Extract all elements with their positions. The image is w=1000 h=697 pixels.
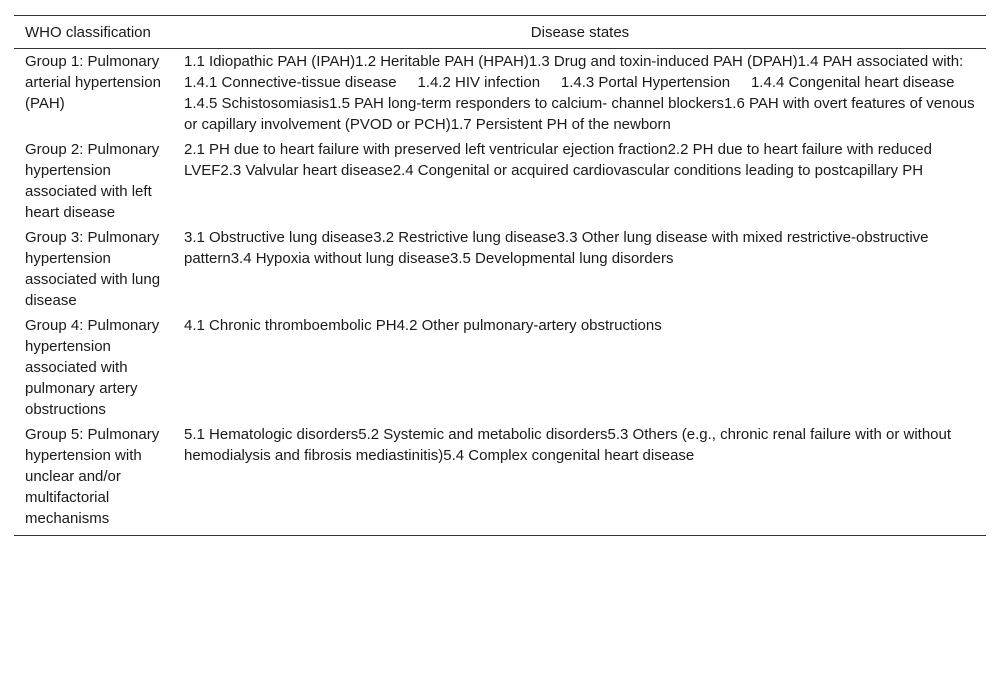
table-row (14, 313, 986, 422)
header-who-classification: WHO classification (14, 16, 174, 49)
group-cell: Group 3: Pulmonary hypertension associated with lung disease (25, 229, 161, 309)
group-cell: Group 5: Pulmonary hypertension with unclear and/or multifactorial mechanisms (14, 422, 174, 536)
who-classification-table (14, 15, 986, 536)
disease-states-cell: 4.1 Chronic thromboembolic PH4.2 Other pulmonary-artery obstructions (184, 317, 662, 334)
disease-states-cell: 3.1 Obstructive lung disease3.2 Restrictive lung disease3.3 Other lung disease with mixed restrictive-obstructive pattern3.4 Hypoxia without lung disease3.5 Developmental lung disorders (184, 229, 929, 267)
table-header-row (14, 16, 986, 49)
group-cell: Group 2: Pulmonary hypertension associated with left heart disease (25, 141, 160, 221)
who-classification-table-container (14, 15, 986, 536)
group-cell: Group 1: Pulmonary arterial hypertension (PAH) (25, 53, 161, 112)
disease-states-cell: 2.1 PH due to heart failure with preserved left ventricular ejection fraction2.2 PH due to heart failure with reduced LVEF2.3 Valvular heart disease2.4 Congenital or acquired cardiovascular conditions leading to postcapillary PH (184, 141, 932, 179)
table-row (14, 49, 986, 138)
table-row (14, 137, 986, 225)
group-cell: Group 4: Pulmonary hypertension associated with pulmonary artery obstructions (25, 317, 160, 418)
header-disease-states: Disease states (174, 16, 986, 49)
table-row (14, 422, 986, 536)
disease-states-cell: 1.1 Idiopathic PAH (IPAH)1.2 Heritable PAH (HPAH)1.3 Drug and toxin-induced PAH (DPAH)1.4 PAH associated with: 1.4.1 Connective-tissue disease 1.4.2 HIV infection 1.4.3 Portal Hypertension 1.4.4 Congenital heart disease 1.4.5 Schistosomiasis1.5 PAH long-term responders to calcium- channel blockers1.6 PAH with overt features of venous or capillary involvement (PVOD or PCH)1.7 Persistent PH of the newborn (184, 53, 985, 133)
disease-states-cell: 5.1 Hematologic disorders5.2 Systemic and metabolic disorders5.3 Others (e.g., chronic renal failure with or without hemodialysis and fibrosis mediastinitis)5.4 Complex congenital heart disease (174, 422, 986, 536)
table-row (14, 225, 986, 313)
